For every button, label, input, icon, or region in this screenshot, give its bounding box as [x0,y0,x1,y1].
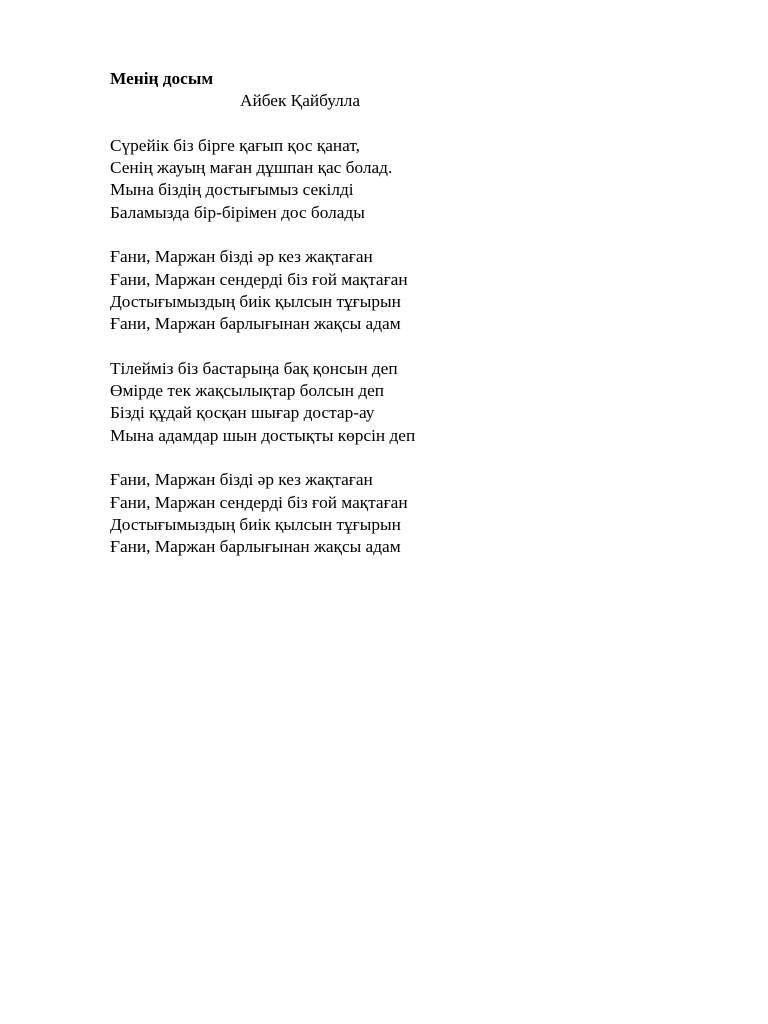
poem-author: Айбек Қайбулла [240,91,361,111]
poem-line: Тілейміз біз бастарыңа бақ қонсын деп [110,358,398,378]
stanza-4 [110,469,670,558]
poem-line: Сүрейік біз бірге қағып қос қанат, [110,135,360,155]
stanza-3 [110,358,670,447]
poem-line: Достығымыздың биік қылсын тұғырын [110,291,401,311]
poem-line: Достығымыздың биік қылсын тұғырын [110,514,401,534]
poem-line: Мына адамдар шын достықты көрсін деп [110,425,416,445]
poem-line: Ғани, Маржан сендерді біз ғой мақтаған [110,269,408,289]
poem-line: Ғани, Маржан барлығынан жақсы адам [110,537,401,557]
poem-line: Ғани, Маржан бізді әр кез жақтаған [110,247,373,267]
poem-line: Бізді құдай қосқан шығар достар-ау [110,403,375,423]
stanza-1 [110,135,670,224]
stanza-2 [110,246,670,335]
poem-line: Баламызда бір-бірімен дос болады [110,202,365,222]
poem-line: Сенің жауың маған дұшпан қас болад. [110,158,393,178]
poem-title: Менің досым [110,69,214,88]
poem-line: Өмірде тек жақсылықтар болсын деп [110,381,385,401]
poem-line: Ғани, Маржан сендерді біз ғой мақтаған [110,492,408,512]
poem-line: Мына біздің достығымыз секілді [110,180,354,200]
poem-line: Ғани, Маржан бізді әр кез жақтаған [110,470,373,490]
poem-line: Ғани, Маржан барлығынан жақсы адам [110,314,401,334]
poem [110,68,670,559]
